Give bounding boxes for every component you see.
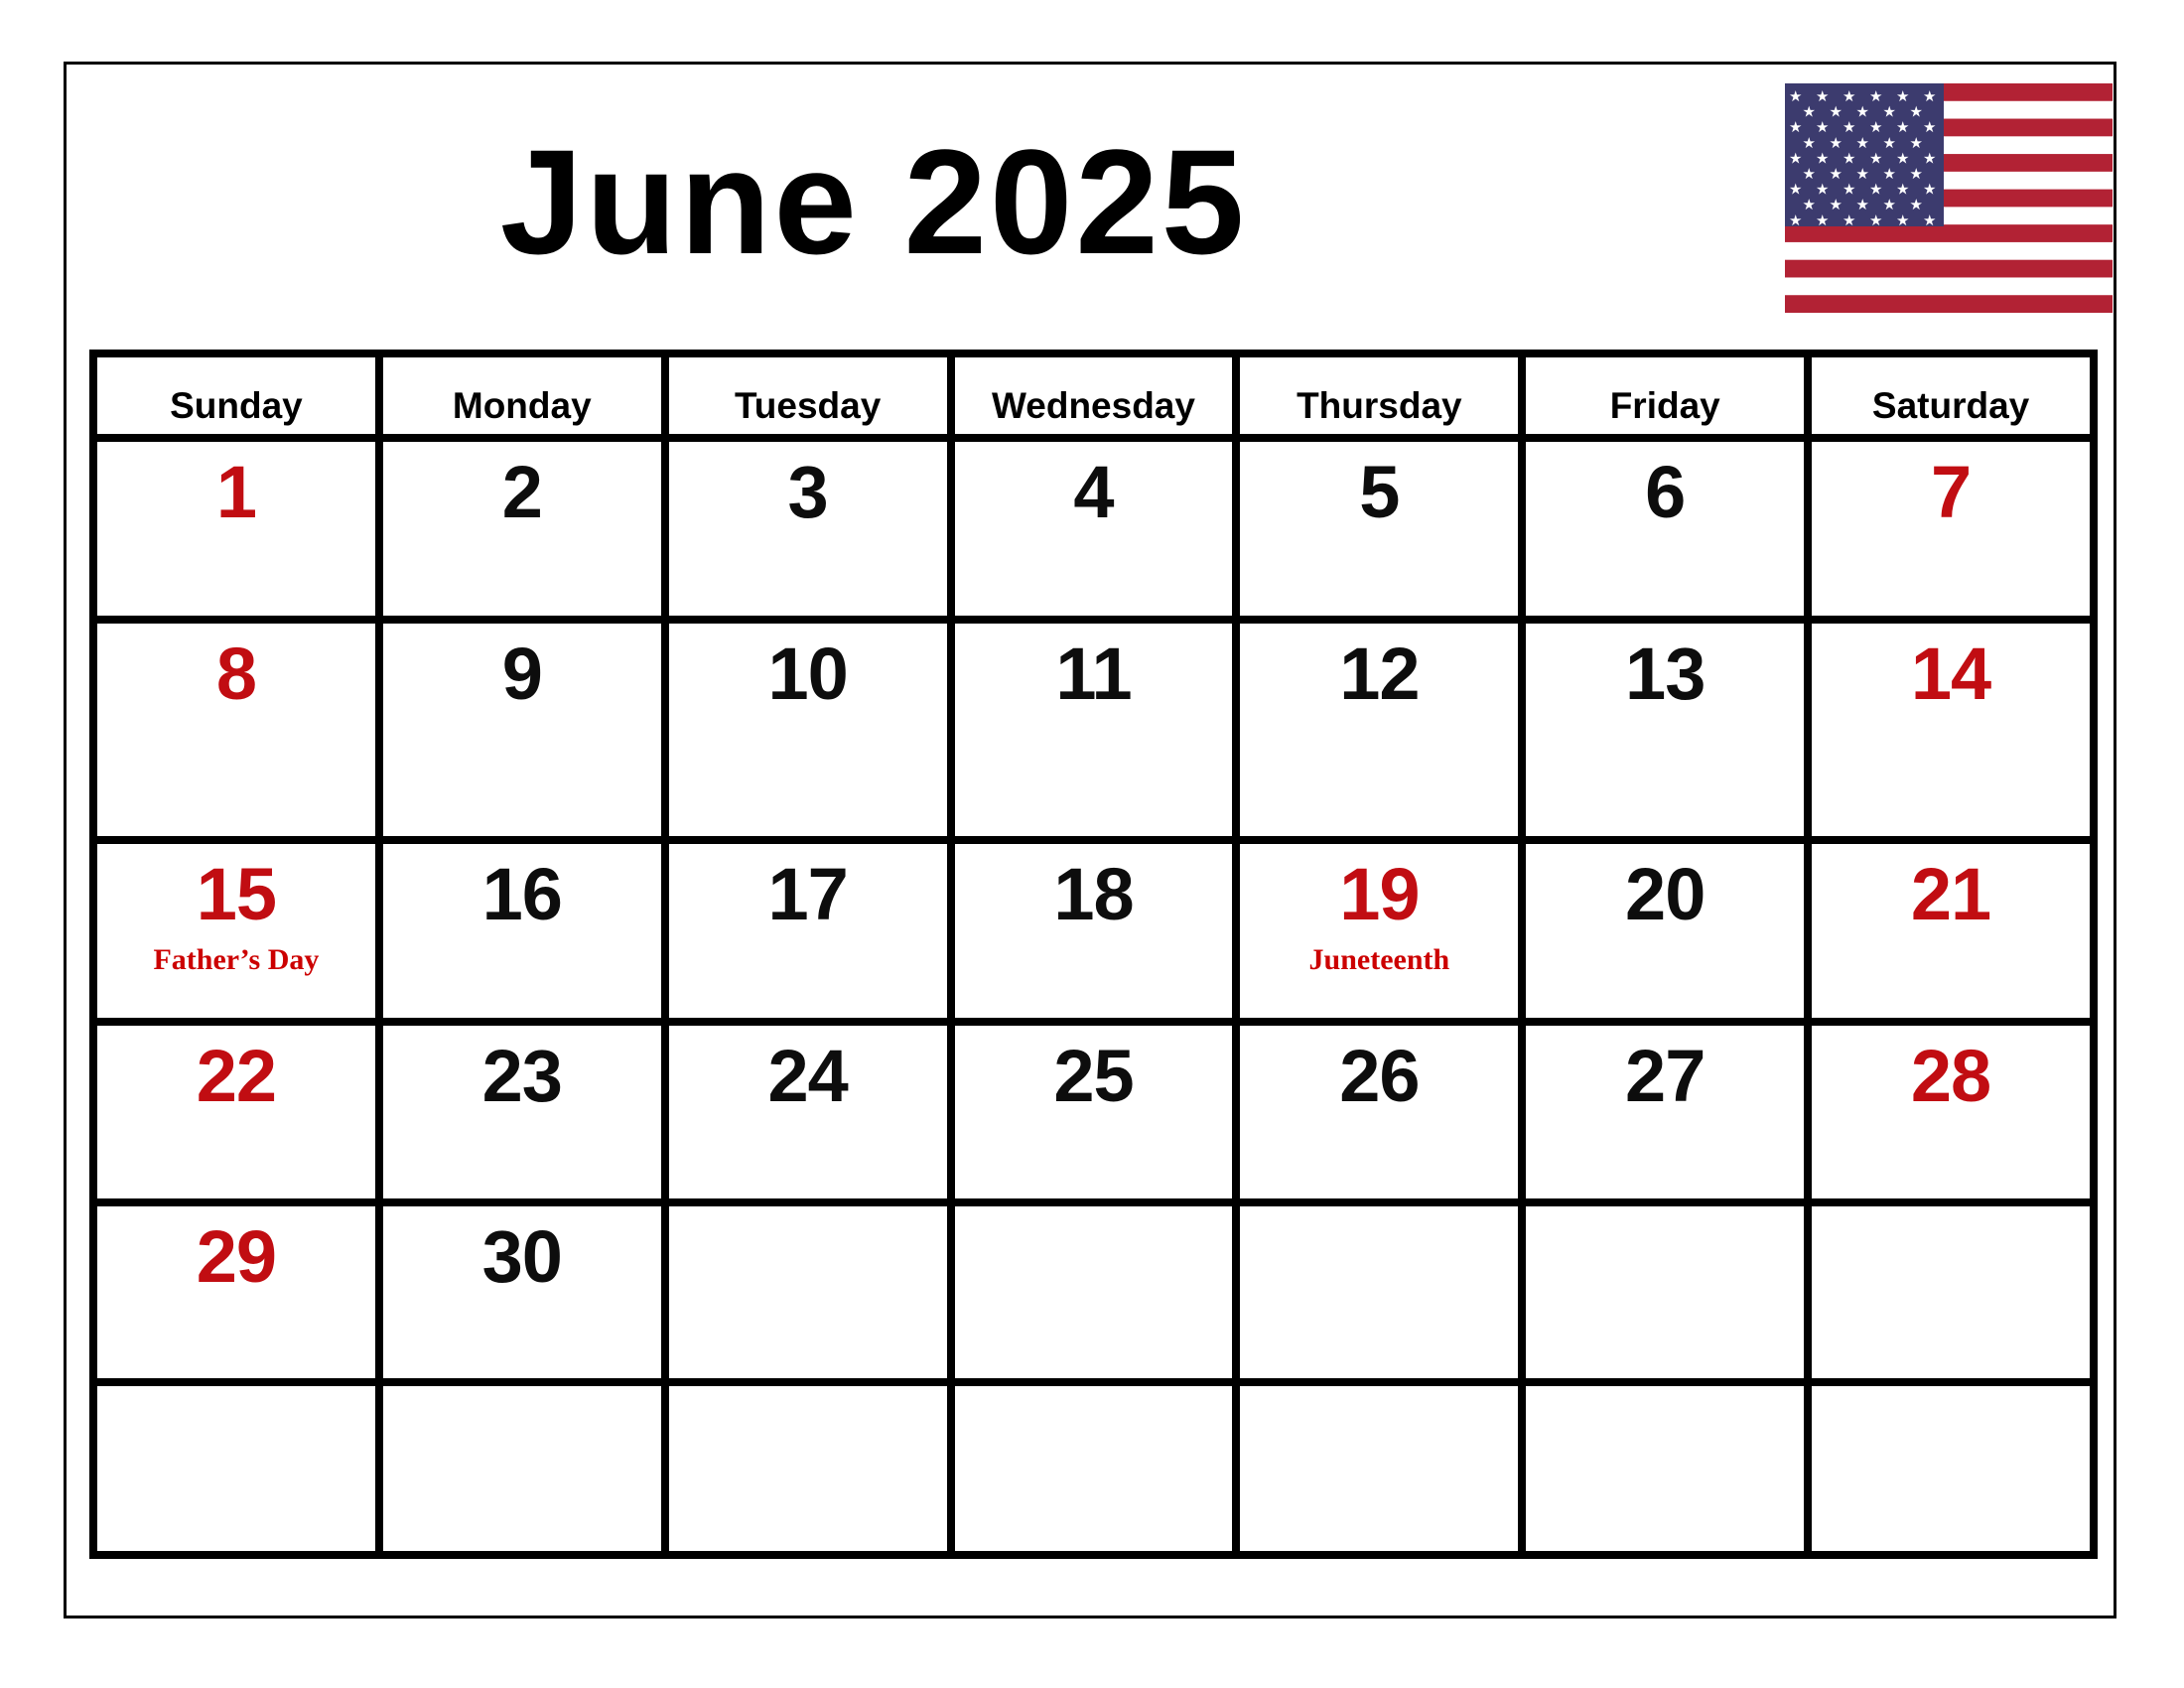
svg-text:★: ★	[1923, 149, 1937, 168]
svg-text:★: ★	[1882, 133, 1896, 152]
svg-text:★: ★	[1869, 87, 1883, 105]
date-number: 3	[787, 451, 828, 533]
date-cell-4	[955, 442, 1233, 616]
day-header-label: Saturday	[1871, 385, 2030, 426]
svg-text:★: ★	[1816, 118, 1830, 137]
svg-text:★: ★	[1816, 211, 1830, 229]
date-cell-25	[955, 1026, 1233, 1198]
date-number: 4	[1073, 451, 1114, 533]
day-header-label: Tuesday	[734, 385, 882, 426]
date-number: 11	[1055, 633, 1132, 715]
holiday-label: Father’s Day	[153, 943, 320, 976]
date-cell-26	[1240, 1026, 1518, 1198]
date-cell-1	[97, 442, 375, 616]
svg-text:★: ★	[1855, 133, 1869, 152]
svg-text:★: ★	[1855, 102, 1869, 121]
empty-date-cell	[1812, 1206, 2090, 1378]
date-cell-30	[383, 1206, 661, 1378]
day-header-label: Sunday	[170, 385, 303, 426]
date-number: 17	[767, 853, 848, 935]
svg-text:★: ★	[1829, 133, 1843, 152]
date-number: 8	[215, 633, 256, 715]
date-number: 13	[1625, 633, 1706, 715]
date-cell-10	[669, 624, 947, 836]
day-header-label: Friday	[1609, 385, 1720, 426]
svg-text:★: ★	[1909, 165, 1923, 183]
date-number: 20	[1625, 853, 1706, 935]
svg-text:★: ★	[1896, 149, 1910, 168]
svg-text:★: ★	[1896, 211, 1910, 229]
svg-text:★: ★	[1882, 165, 1896, 183]
day-header-label: Thursday	[1297, 385, 1462, 426]
date-cell-7	[1812, 442, 2090, 616]
svg-text:★: ★	[1869, 180, 1883, 199]
svg-text:★: ★	[1789, 180, 1803, 199]
svg-text:★: ★	[1923, 211, 1937, 229]
svg-text:★: ★	[1843, 87, 1856, 105]
svg-text:★: ★	[1896, 180, 1910, 199]
svg-text:★: ★	[1843, 211, 1856, 229]
svg-text:★: ★	[1909, 102, 1923, 121]
svg-text:★: ★	[1896, 87, 1910, 105]
date-number: 12	[1339, 633, 1420, 715]
svg-text:★: ★	[1843, 149, 1856, 168]
svg-text:★: ★	[1882, 196, 1896, 214]
date-cell-23	[383, 1026, 661, 1198]
date-cell-17	[669, 844, 947, 1018]
date-number: 25	[1053, 1035, 1134, 1117]
date-cell-14	[1812, 624, 2090, 836]
date-cell-29	[97, 1206, 375, 1378]
empty-date-cell	[669, 1386, 947, 1551]
date-number: 15	[196, 853, 277, 935]
date-cell-19	[1240, 844, 1518, 1018]
svg-text:★: ★	[1843, 180, 1856, 199]
svg-text:★: ★	[1882, 102, 1896, 121]
svg-text:★: ★	[1816, 180, 1830, 199]
date-cell-20	[1526, 844, 1804, 1018]
date-cell-9	[383, 624, 661, 836]
empty-date-cell	[1240, 1386, 1518, 1551]
day-header-sunday	[97, 357, 375, 434]
date-cell-5	[1240, 442, 1518, 616]
date-cell-15	[97, 844, 375, 1018]
date-cell-2	[383, 442, 661, 616]
date-number: 27	[1625, 1035, 1706, 1117]
date-number: 21	[1910, 853, 1991, 935]
svg-text:★: ★	[1829, 102, 1843, 121]
svg-text:★: ★	[1869, 118, 1883, 137]
svg-text:★: ★	[1829, 165, 1843, 183]
date-number: 16	[481, 853, 562, 935]
day-header-label: Wednesday	[992, 385, 1195, 426]
svg-text:★: ★	[1855, 196, 1869, 214]
date-number: 23	[481, 1035, 562, 1117]
empty-date-cell	[1526, 1386, 1804, 1551]
empty-date-cell	[1812, 1386, 2090, 1551]
day-header-tuesday	[669, 357, 947, 434]
svg-text:★: ★	[1855, 165, 1869, 183]
date-number: 19	[1339, 853, 1420, 935]
date-number: 10	[767, 633, 848, 715]
date-cell-21	[1812, 844, 2090, 1018]
date-number: 29	[196, 1215, 277, 1298]
empty-date-cell	[383, 1386, 661, 1551]
day-header-wednesday	[955, 357, 1233, 434]
date-number: 18	[1053, 853, 1134, 935]
us-flag-icon	[1785, 83, 2113, 313]
empty-date-cell	[955, 1206, 1233, 1378]
date-cell-27	[1526, 1026, 1804, 1198]
svg-text:★: ★	[1869, 149, 1883, 168]
date-cell-6	[1526, 442, 1804, 616]
svg-text:★: ★	[1789, 149, 1803, 168]
svg-text:★: ★	[1909, 196, 1923, 214]
date-cell-16	[383, 844, 661, 1018]
date-number: 2	[501, 451, 542, 533]
empty-date-cell	[1240, 1206, 1518, 1378]
day-header-thursday	[1240, 357, 1518, 434]
svg-text:★: ★	[1789, 87, 1803, 105]
svg-text:★: ★	[1816, 87, 1830, 105]
svg-text:★: ★	[1802, 133, 1816, 152]
date-cell-8	[97, 624, 375, 836]
date-number: 5	[1359, 451, 1400, 533]
svg-text:★: ★	[1802, 196, 1816, 214]
svg-text:★: ★	[1829, 196, 1843, 214]
date-cell-12	[1240, 624, 1518, 836]
svg-text:★: ★	[1789, 211, 1803, 229]
date-number: 6	[1645, 451, 1686, 533]
date-cell-22	[97, 1026, 375, 1198]
date-number: 9	[501, 633, 542, 715]
svg-text:★: ★	[1869, 211, 1883, 229]
date-cell-18	[955, 844, 1233, 1018]
date-number: 7	[1930, 451, 1972, 533]
holiday-label: Juneteenth	[1308, 943, 1450, 976]
day-header-friday	[1526, 357, 1804, 434]
svg-text:★: ★	[1923, 180, 1937, 199]
date-cell-13	[1526, 624, 1804, 836]
empty-date-cell	[1526, 1206, 1804, 1378]
date-number: 26	[1339, 1035, 1420, 1117]
date-cell-24	[669, 1026, 947, 1198]
date-number: 24	[767, 1035, 848, 1117]
date-number: 28	[1910, 1035, 1991, 1117]
svg-text:★: ★	[1789, 118, 1803, 137]
svg-text:★: ★	[1816, 149, 1830, 168]
calendar-title: June 2025	[499, 118, 1248, 285]
date-cell-11	[955, 624, 1233, 836]
day-header-label: Monday	[452, 385, 592, 426]
empty-date-cell	[669, 1206, 947, 1378]
date-cell-28	[1812, 1026, 2090, 1198]
svg-text:★: ★	[1843, 118, 1856, 137]
svg-text:★: ★	[1909, 133, 1923, 152]
svg-text:★: ★	[1802, 102, 1816, 121]
date-number: 1	[215, 451, 256, 533]
empty-date-cell	[97, 1386, 375, 1551]
svg-text:★: ★	[1896, 118, 1910, 137]
svg-text:★: ★	[1923, 118, 1937, 137]
day-header-saturday	[1812, 357, 2090, 434]
date-number: 30	[481, 1215, 562, 1298]
svg-text:★: ★	[1802, 165, 1816, 183]
date-number: 14	[1910, 633, 1991, 715]
svg-text:★: ★	[1923, 87, 1937, 105]
empty-date-cell	[955, 1386, 1233, 1551]
day-header-monday	[383, 357, 661, 434]
date-cell-3	[669, 442, 947, 616]
date-number: 22	[196, 1035, 277, 1117]
calendar-grid	[89, 350, 2098, 1559]
